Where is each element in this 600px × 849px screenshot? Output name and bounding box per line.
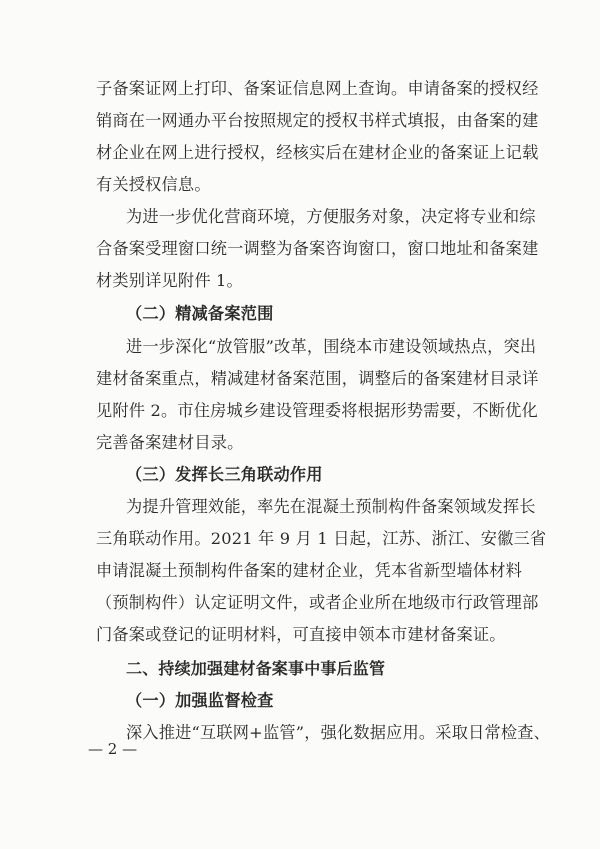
text-line: 门备案或登记的证明材料，可直接申领本市建材备案证。	[96, 625, 506, 644]
text-line: （预制构件）认定证明文件，或者企业所在地级市行政管理部	[96, 593, 539, 612]
text-line: 三角联动作用。2021 年 9 月 1 日起，江苏、浙江、安徽三省	[96, 529, 547, 548]
text-line: 材类别详见附件 1。	[96, 271, 243, 290]
subsection-heading: （三）发挥长三角联动作用	[126, 465, 323, 484]
text-line: 合备案受理窗口统一调整为备案咨询窗口，窗口地址和备案建	[96, 239, 539, 258]
section-heading: 二、持续加强建材备案事中事后监管	[126, 659, 386, 678]
text-line: 深入推进“互联网+监管”，强化数据应用。采取日常检查、	[126, 723, 551, 742]
subsection-heading: （二）精减备案范围	[126, 304, 274, 323]
text-line: 为进一步优化营商环境，方便服务对象，决定将专业和综	[126, 207, 536, 226]
text-line: 见附件 2。市住房城乡建设管理委将根据形势需要，不断优化	[96, 401, 538, 420]
text-line: 进一步深化“放管服”改革，围绕本市建设领域热点，突出	[126, 337, 537, 356]
text-line: 建材备案重点，精减建材备案范围，调整后的备案建材目录详	[96, 369, 539, 388]
text-line: 子备案证网上打印、备案证信息网上查询。申请备案的授权经	[96, 79, 539, 98]
text-line: 销商在一网通办平台按照规定的授权书样式填报，由备案的建	[96, 111, 539, 130]
text-line: 材企业在网上进行授权，经核实后在建材企业的备案证上记载	[96, 143, 539, 162]
text-line: 为提升管理效能，率先在混凝土预制构件备案领域发挥长	[126, 497, 536, 516]
subsection-heading: （一）加强监督检查	[126, 691, 274, 710]
text-line: 有关授权信息。	[96, 175, 211, 194]
text-line: 申请混凝土预制构件备案的建材企业，凭本省新型墙体材料	[96, 561, 523, 580]
text-line: 完善备案建材目录。	[96, 433, 244, 452]
page-number: — 2 —	[88, 740, 138, 758]
